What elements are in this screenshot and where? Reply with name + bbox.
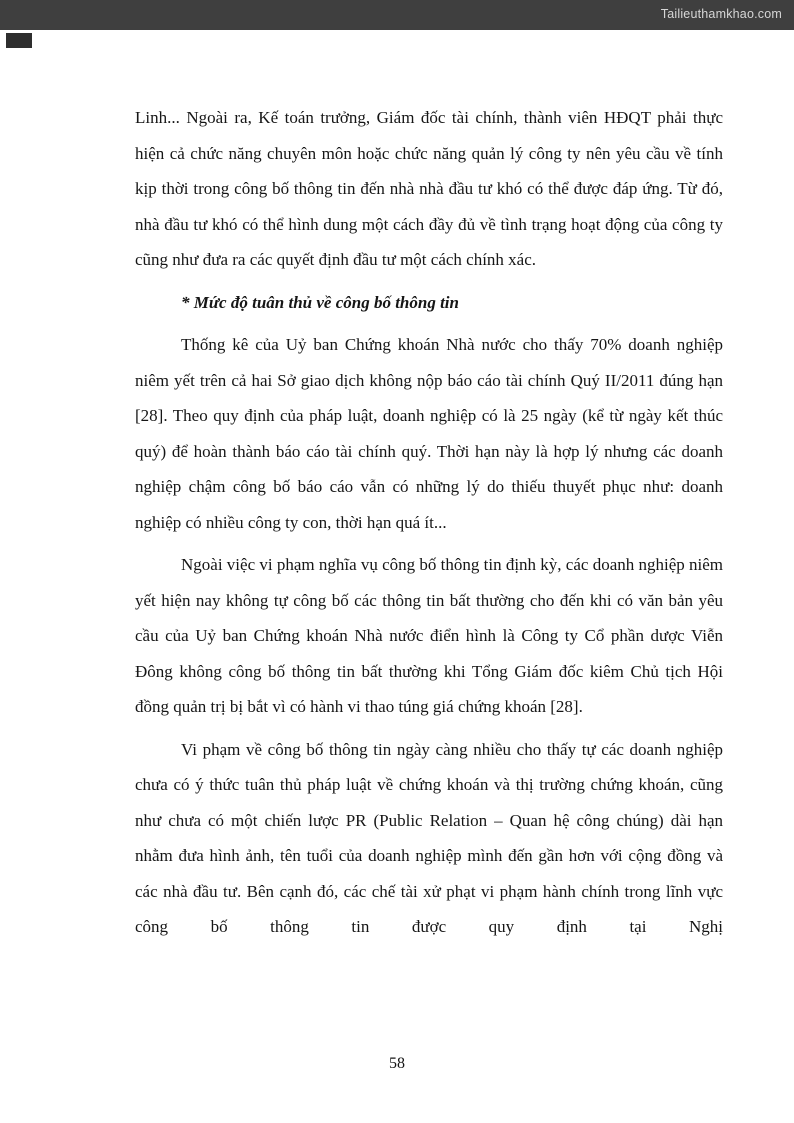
- paragraph-continuation: Linh... Ngoài ra, Kế toán trưởng, Giám đốc tài chính, thành viên HĐQT phải thực hiện cả chức năng chuyên môn hoặc chức năng quản lý công ty nên yêu cầu về tính kịp thời trong công bố thông tin đến nhà nhà đầu tư khó có thể được đáp ứng. Từ đó, nhà đầu tư khó có thể hình dung một cách đầy đủ về tình trạng hoạt động của công ty cũng như đưa ra các quyết định đầu tư một cách chính xác.: [135, 108, 723, 269]
- paragraph-statistics: Thống kê của Uỷ ban Chứng khoán Nhà nước cho thấy 70% doanh nghiệp niêm yết trên cả hai Sở giao dịch không nộp báo cáo tài chính Quý II/2011 đúng hạn [28]. Theo quy định của pháp luật, doanh nghiệp có là 25 ngày (kể từ ngày kết thúc quý) để hoàn thành báo cáo tài chính quý. Thời hạn này là hợp lý nhưng các doanh nghiệp chậm công bố báo cáo vẫn có những lý do thiếu thuyết phục như: doanh nghiệp có nhiều công ty con, thời hạn quá ít...: [135, 335, 723, 532]
- top-bar: [0, 0, 794, 30]
- section-heading: * Mức độ tuân thủ về công bố thông tin: [181, 292, 459, 312]
- document-page: [135, 100, 723, 945]
- watermark-text: Tailieuthamkhao.com: [660, 7, 782, 21]
- paragraph-violations: Ngoài việc vi phạm nghĩa vụ công bố thông tin định kỳ, các doanh nghiệp niêm yết hiện nay không tự công bố các thông tin bất thường cho đến khi có văn bản yêu cầu của Uỷ ban Chứng khoán Nhà nước điển hình là Công ty Cổ phần dược Viễn Đông không công bố thông tin bất thường khi Tổng Giám đốc kiêm Chủ tịch Hội đồng quản trị bị bắt vì có hành vi thao túng giá chứng khoán [28].: [135, 555, 723, 716]
- paragraph-conclusion: Vi phạm về công bố thông tin ngày càng nhiều cho thấy tự các doanh nghiệp chưa có ý thức tuân thủ pháp luật về chứng khoán và thị trường chứng khoán, cũng như chưa có một chiến lược PR (Public Relation – Quan hệ công chúng) dài hạn nhằm đưa hình ảnh, tên tuổi của doanh nghiệp mình đến gần hơn với cộng đồng và các nhà đầu tư. Bên cạnh đó, các chế tài xử phạt vi phạm hành chính trong lĩnh vực công bố thông tin được quy định tại Nghị: [135, 739, 723, 936]
- page-number: 58: [389, 1055, 405, 1072]
- corner-mark: [6, 33, 32, 48]
